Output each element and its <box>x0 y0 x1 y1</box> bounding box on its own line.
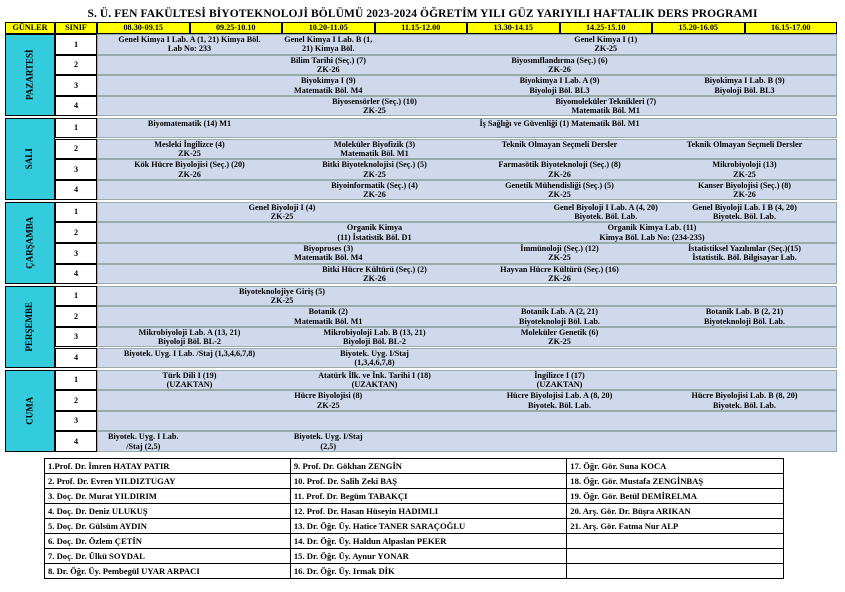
course-entry: Biyomoleküler Teknikleri (7) Matematik Böl. M1 <box>555 96 657 116</box>
header-time-slot: 14.25-15.10 <box>560 22 653 34</box>
course-entry: Teknik Olmayan Seçmeli Dersler <box>501 139 618 149</box>
legend-entry: 18. Öğr. Gör. Mustafa ZENGİNBAŞ <box>567 474 784 489</box>
course-entry: Kök Hücre Biyolojisi (Seç.) (20) ZK-26 <box>134 160 245 179</box>
instructor-legend <box>44 458 784 579</box>
class-number: 1 <box>55 34 97 55</box>
course-entry: Biyotek. Uyg. I/Staj (2,5) <box>293 432 363 451</box>
course-entry: Biyokimya I Lab. B (9) Biyoloji Böl. BL3 <box>704 76 785 95</box>
day-name: PERŞEMBE <box>24 302 35 352</box>
class-number: 4 <box>55 180 97 201</box>
legend-entry: 20. Arş. Gör. Dr. Büşra ARIKAN <box>567 504 784 519</box>
class-number: 3 <box>55 159 97 180</box>
page-title: S. Ü. FEN FAKÜLTESİ BİYOTEKNOLOJİ BÖLÜMÜ 2023-2024 ÖĞRETİM YILI GÜZ YARIYILI HAFTALIK DERS PROGRAMI <box>87 8 758 20</box>
legend-row <box>45 564 784 579</box>
course-entry: Farmasötik Biyoteknoloji (Seç.) (8) ZK-26 <box>498 160 621 179</box>
course-entry: Biyosensörler (Seç.) (10) ZK-25 <box>332 96 417 116</box>
legend-entry: 2. Prof. Dr. Evren YILDIZTUGAY <box>45 474 291 489</box>
course-entry: Genel Kimya I Lab. B (1, 21) Kimya Böl. <box>284 35 373 54</box>
legend-entry: 1.Prof. Dr. İmren HATAY PATIR <box>45 459 291 474</box>
legend-row <box>45 549 784 564</box>
course-entry: Organik Kimya (11) İstatistik Böl. D1 <box>337 223 412 242</box>
class-number: 1 <box>55 118 97 139</box>
legend-row <box>45 519 784 534</box>
course-entry: Bitki Biyoteknolojisi (Seç.) (5) ZK-25 <box>322 160 427 179</box>
course-entry: Biyomatematik (14) M1 <box>147 118 232 128</box>
course-entry: Biyoteknolojiye Giriş (5) ZK-25 <box>239 286 325 306</box>
legend-entry: 5. Doç. Dr. Gülsüm AYDIN <box>45 519 291 534</box>
course-entry: Biyotek. Uyg. I/Staj (1,3,4,6,7,8) <box>340 348 409 367</box>
class-number: 2 <box>55 222 97 243</box>
legend-entry: 21. Arş. Gör. Fatma Nur ALP <box>567 519 784 534</box>
legend-entry: 6. Doç. Dr. Özlem ÇETİN <box>45 534 291 549</box>
legend-entry <box>567 549 784 564</box>
legend-entry: 3. Doç. Dr. Murat YILDIRIM <box>45 489 291 504</box>
day-label <box>5 202 55 284</box>
header-time-slot: 15.20-16.05 <box>652 22 745 34</box>
legend-entry: 12. Prof. Dr. Hasan Hüseyin HADIMLI <box>290 504 566 519</box>
class-number: 2 <box>55 390 97 411</box>
class-number: 4 <box>55 431 97 452</box>
legend-row <box>45 474 784 489</box>
legend-entry: 13. Dr. Öğr. Üy. Hatice TANER SARAÇOĞLU <box>290 519 566 534</box>
class-number: 1 <box>55 370 97 391</box>
day-label <box>5 370 55 452</box>
course-entry: Hücre Biyolojisi Lab. A (8, 20) Biyotek. Böl. Lab. <box>506 391 613 410</box>
legend-entry: 17. Öğr. Gör. Suna KOCA <box>567 459 784 474</box>
day-name: PAZARTESİ <box>24 49 35 101</box>
course-entry: Hayvan Hücre Kültürü (Seç.) (16) ZK-26 <box>500 264 619 283</box>
legend-entry: 16. Dr. Öğr. Üy. Irmak DİK <box>290 564 566 579</box>
class-number: 3 <box>55 75 97 96</box>
course-entry: Genel Kimya I Lab. A (1, 21) Kimya Böl. Lab No: 233 <box>118 35 261 54</box>
course-entry: Moleküler Genetik (6) ZK-25 <box>520 327 599 347</box>
course-entry: Mikrobiyoloji Lab. B (13, 21) Biyoloji Böl. BL-2 <box>323 327 426 347</box>
day-name: CUMA <box>24 396 35 425</box>
day-label <box>5 118 55 200</box>
header-time-slot: 08.30-09.15 <box>97 22 190 34</box>
legend-entry: 7. Doç. Dr. Ülkü SOYDAL <box>45 549 291 564</box>
schedule-grid <box>5 22 837 451</box>
course-entry: Kanser Biyolojisi (Seç.) (8) ZK-26 <box>697 180 792 200</box>
class-number: 3 <box>55 411 97 432</box>
class-number: 4 <box>55 264 97 285</box>
header-days: GÜNLER <box>5 22 55 34</box>
class-number: 2 <box>55 139 97 160</box>
class-number: 2 <box>55 306 97 327</box>
legend-row <box>45 534 784 549</box>
legend-entry: 10. Prof. Dr. Salih Zeki BAŞ <box>290 474 566 489</box>
course-entry: Biyoinformatik (Seç.) (4) ZK-26 <box>331 180 418 200</box>
legend-entry: 15. Dr. Öğr. Üy. Aynur YONAR <box>290 549 566 564</box>
day-name: ÇARŞAMBA <box>24 216 35 269</box>
legend-entry: 11. Prof. Dr. Begüm TABAKÇI <box>290 489 566 504</box>
header-time-slot: 16.15-17.00 <box>745 22 838 34</box>
day-label <box>5 34 55 116</box>
course-entry: Mikrobiyoloji (13) ZK-25 <box>712 160 777 179</box>
course-entry: Teknik Olmayan Seçmeli Dersler <box>686 139 803 149</box>
legend-entry: 8. Dr. Öğr. Üy. Pembegül UYAR ARPACI <box>45 564 291 579</box>
class-number: 2 <box>55 55 97 76</box>
course-entry: Genetik Mühendisliği (Seç.) (5) ZK-25 <box>505 180 614 200</box>
legend-row <box>45 504 784 519</box>
course-entry: Hücre Biyolojisi Lab. B (8, 20) Biyotek. Böl. Lab. <box>691 391 798 410</box>
class-number: 4 <box>55 96 97 117</box>
class-number: 4 <box>55 348 97 369</box>
course-entry: Genel Biyoloji I (4) ZK-25 <box>248 202 316 222</box>
course-entry: Biyoproses (3) Matematik Böl. M4 <box>294 244 363 263</box>
header-time-slot: 10.20-11.05 <box>282 22 375 34</box>
course-entry: İngilizce I (17) (UZAKTAN) <box>534 370 585 389</box>
row-background <box>97 411 837 432</box>
course-entry: Türk Dili I (19) (UZAKTAN) <box>162 370 217 389</box>
course-entry: Bilim Tarihi (Seç.) (7) ZK-26 <box>290 55 366 74</box>
course-entry: Biyokimya I (9) Matematik Böl. M4 <box>294 76 363 95</box>
course-entry: Bitki Hücre Kültürü (Seç.) (2) ZK-26 <box>322 264 427 283</box>
course-entry: Genel Biyoloji I Lab. A (4, 20) Biyotek. Böl. Lab. <box>553 202 658 222</box>
course-entry: Atatürk İlk. ve İnk. Tarihi I (18) (UZAKTAN) <box>318 370 431 389</box>
course-entry: Mesleki İngilizce (4) ZK-25 <box>154 139 225 158</box>
class-number: 3 <box>55 243 97 264</box>
course-entry: Hücre Biyolojisi (8) ZK-25 <box>294 391 363 410</box>
course-entry: İş Sağlığı ve Güvenliği (1) Matematik Böl. M1 <box>479 118 640 128</box>
course-entry: Biyokimya I Lab. A (9) Biyoloji Böl. BL3 <box>519 76 600 95</box>
course-entry: Botanik (2) Matematik Böl. M1 <box>294 307 363 326</box>
class-number: 3 <box>55 327 97 348</box>
legend-entry: 19. Öğr. Gör. Betül DEMİRELMA <box>567 489 784 504</box>
header-time-slot: 13.30-14.15 <box>467 22 560 34</box>
day-label <box>5 286 55 368</box>
header-time-slot: 09.25-10.10 <box>190 22 283 34</box>
legend-row <box>45 459 784 474</box>
day-name: SALI <box>24 148 35 170</box>
legend-row <box>45 489 784 504</box>
legend-entry: 4. Doç. Dr. Deniz ULUKUŞ <box>45 504 291 519</box>
course-entry: Genel Biyoloji Lab. I B (4, 20) Biyotek. Böl. Lab. <box>692 202 797 222</box>
course-entry: Moleküler Biyofizik (3) Matematik Böl. M1 <box>333 139 416 158</box>
legend-entry <box>567 564 784 579</box>
course-entry: İstatistiksel Yazılımlar (Seç.)(15) İstatistik. Böl. Bilgisayar Lab. <box>687 244 801 263</box>
course-entry: Biyotek. Uyg. I Lab. /Staj (2,5) <box>107 432 179 451</box>
course-entry: Biyosınıflandırma (Seç.) (6) ZK-26 <box>511 55 608 74</box>
class-number: 1 <box>55 286 97 307</box>
legend-entry: 9. Prof. Dr. Gökhan ZENGİN <box>290 459 566 474</box>
course-entry: Mikrobiyoloji Lab. A (13, 21) Biyoloji Böl. BL-2 <box>138 327 241 347</box>
course-entry: Biyotek. Uyg. I Lab. /Staj (1,3,4,6,7,8) <box>123 348 256 358</box>
header-class: SINIF <box>55 22 97 34</box>
course-entry: Genel Kimya I (1) ZK-25 <box>574 35 638 54</box>
class-number: 1 <box>55 202 97 223</box>
course-entry: Organik Kimya Lab. (11) Kimya Böl. Lab No: (234-235) <box>599 223 705 242</box>
course-entry: Botanik Lab. B (2, 21) Biyoteknoloji Böl. Lab. <box>704 307 785 326</box>
header-time-slot: 11.15-12.00 <box>375 22 468 34</box>
course-entry: İmmünoloji (Seç.) (12) ZK-25 <box>520 244 599 263</box>
course-entry: Botanik Lab. A (2, 21) Biyoteknoloji Böl. Lab. <box>519 307 600 326</box>
legend-entry <box>567 534 784 549</box>
legend-entry: 14. Dr. Öğr. Üy. Haldun Alpaslan PEKER <box>290 534 566 549</box>
